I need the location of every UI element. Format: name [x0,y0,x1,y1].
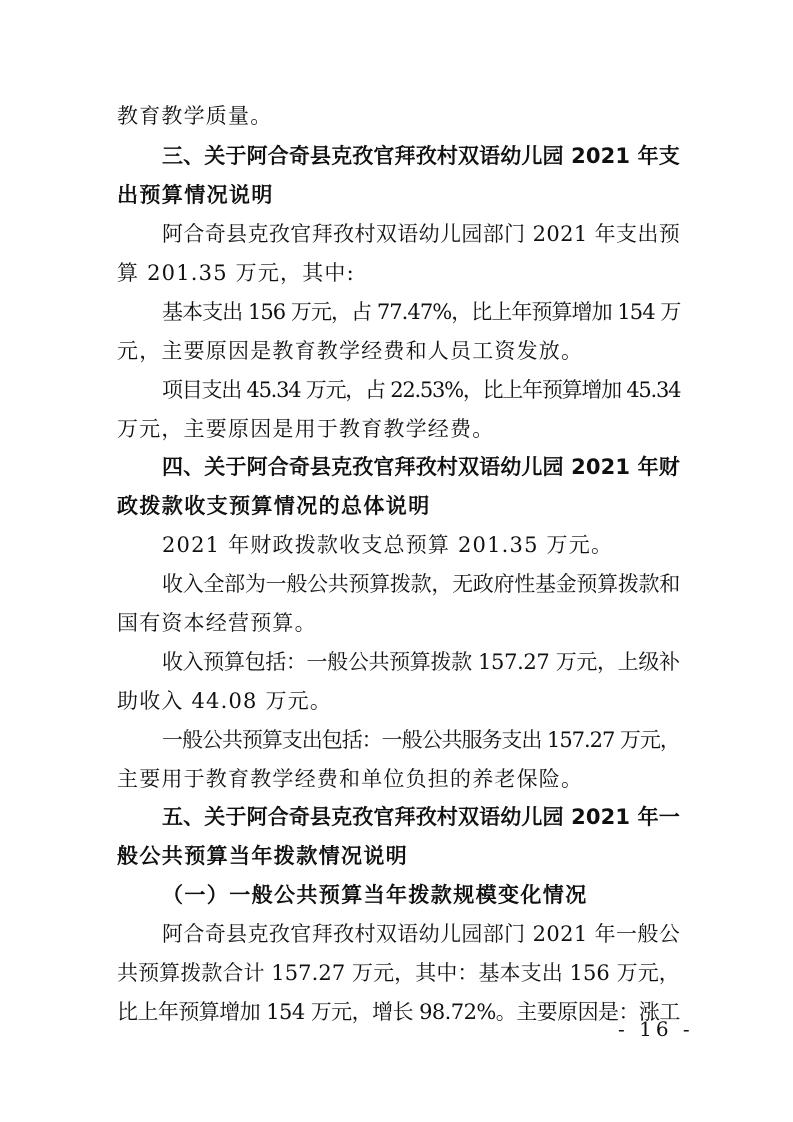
text-line-15: 收入预算包括：一般公共预算拨款 157.27 万元，上级补 [162,650,680,674]
section-5-heading-line-2: 般公共预算当年拨款情况说明 [117,844,409,868]
text-line-16: 助收入 44.08 万元。 [117,689,333,713]
text-line-22: 阿合奇县克孜官拜孜村双语幼儿园部门 2021 年一般公 [162,922,681,946]
text-line-6: 基本支出 156 万元，占 77.47%，比上年预算增加 154 万 [162,300,681,324]
text-line-17: 一般公共预算支出包括：一般公共服务支出 157.27 万元， [162,728,680,752]
section-3-heading-line-2: 出预算情况说明 [117,183,274,207]
text-line-8: 项目支出 45.34 万元，占 22.53%，比上年预算增加 45.34 [162,378,681,402]
text-line-1: 教育教学质量。 [117,104,273,128]
text-line-18: 主要用于教育教学经费和单位负担的养老保险。 [117,767,584,791]
text-line-23: 共预算拨款合计 157.27 万元，其中：基本支出 156 万元， [117,961,680,985]
section-4-heading-line-2: 政拨款收支预算情况的总体说明 [117,494,431,518]
text-line-12: 2021 年财政拨款收支总预算 201.35 万元。 [162,533,614,557]
text-line-7: 元，主要原因是教育教学经费和人员工资发放。 [117,339,584,363]
section-5-heading-line-1: 五、关于阿合奇县克孜官拜孜村双语幼儿园 2021 年一 [162,805,680,829]
text-line-4: 阿合奇县克孜官拜孜村双语幼儿园部门 2021 年支出预 [162,222,681,246]
text-line-5: 算 201.35 万元，其中: [117,261,355,285]
section-4-heading-line-1: 四、关于阿合奇县克孜官拜孜村双语幼儿园 2021 年财 [162,455,680,479]
text-line-9: 万元，主要原因是用于教育教学经费。 [117,417,495,441]
page-number: - 16 - [618,1017,694,1041]
text-line-24: 比上年预算增加 154 万元，增长 98.72%。主要原因是：涨工 [117,1000,680,1024]
text-line-13: 收入全部为一般公共预算拨款，无政府性基金预算拨款和 [162,572,680,596]
subsection-1-heading: （一）一般公共预算当年拨款规模变化情况 [162,883,588,907]
text-line-14: 国有资本经营预算。 [117,611,317,635]
section-3-heading-line-1: 三、关于阿合奇县克孜官拜孜村双语幼儿园 2021 年支 [162,144,680,168]
